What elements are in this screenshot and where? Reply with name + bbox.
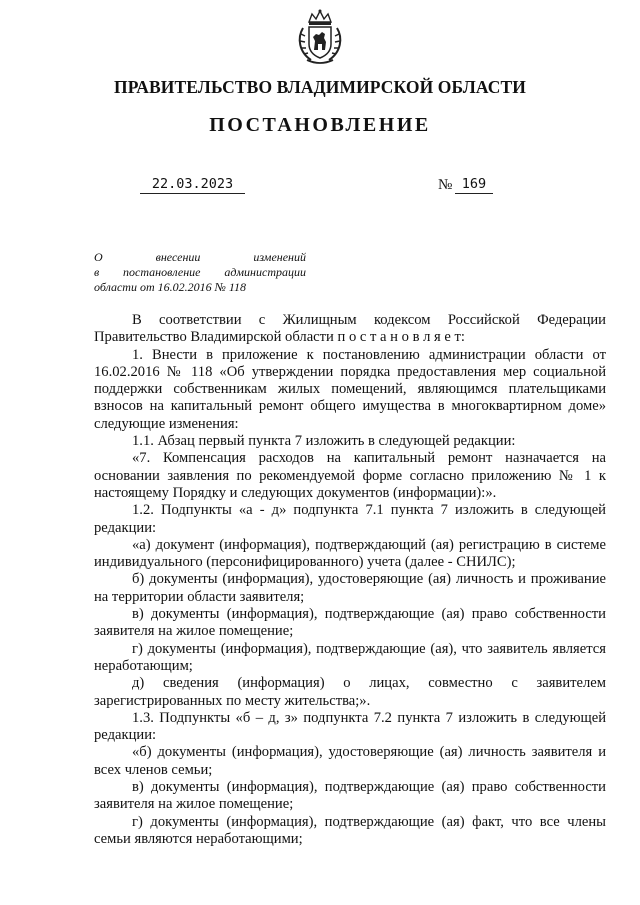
- body-paragraph: «7. Компенсация расходов на капитальный ремонт назначается на основании заявления по рекомендуемой форме согласно приложению № 1 к настоящему Порядку и следующих документов (информации):».: [94, 450, 606, 501]
- coat-of-arms-emblem: [295, 8, 345, 66]
- body-paragraph: 1.1. Абзац первый пункта 7 изложить в следующей редакции:: [132, 433, 516, 450]
- body-paragraph: 1. Внести в приложение к постановлению администрации области от 16.02.2016 № 118 «Об утверждении порядка предоставления мер социальной поддержки собственникам жилых помещений, являющимся плательщиками взносов на капитальный ремонт общего имущества в многоквартирном доме» следующие изменения:: [94, 346, 606, 432]
- subject-line: в постановление администрации: [94, 265, 306, 279]
- subject-line: области от 16.02.2016 № 118: [94, 280, 247, 294]
- body-paragraph: «б) документы (информация), удостоверяющие (ая) личность заявителя и всех членов семьи;: [94, 744, 606, 778]
- body-paragraph: д) сведения (информация) о лицах, совместно с заявителем зарегистрированных по месту жительства;».: [94, 675, 606, 709]
- body-paragraph: г) документы (информация), подтверждающие (ая) факт, что все члены семьи являются неработающими;: [94, 813, 606, 847]
- decree-subject: [94, 250, 306, 295]
- decree-date: 22.03.2023: [140, 176, 245, 194]
- document-type-title: ПОСТАНОВЛЕНИЕ: [209, 114, 431, 136]
- decree-body: [94, 312, 606, 848]
- body-paragraph: б) документы (информация), удостоверяющие (ая) личность и проживание на территории области заявителя;: [94, 571, 606, 605]
- preamble-paragraph: В соответствии с Жилищным кодексом Российской Федерации Правительство Владимирской области п о с т а н о в л я е т:: [94, 312, 606, 346]
- body-paragraph: 1.2. Подпункты «а - д» подпункта 7.1 пункта 7 изложить в следующей редакции:: [94, 502, 606, 536]
- body-paragraph: в) документы (информация), подтверждающие (ая) право собственности заявителя на жилое помещение;: [94, 606, 606, 640]
- body-paragraph: г) документы (информация), подтверждающие (ая), что заявитель является неработающим;: [94, 640, 606, 674]
- decree-number: 169: [455, 176, 493, 194]
- number-label: №: [438, 177, 453, 193]
- body-paragraph: в) документы (информация), подтверждающие (ая) право собственности заявителя на жилое помещение;: [94, 779, 606, 813]
- subject-line: О внесении изменений: [94, 250, 306, 264]
- body-paragraph: 1.3. Подпункты «б – д, з» подпункта 7.2 пункта 7 изложить в следующей редакции:: [94, 709, 606, 744]
- body-paragraph: «а) документ (информация), подтверждающий (ая) регистрацию в системе индивидуального (персонифицированного) учета (далее - СНИЛС);: [94, 536, 606, 571]
- government-name: ПРАВИТЕЛЬСТВО ВЛАДИМИРСКОЙ ОБЛАСТИ: [114, 77, 526, 97]
